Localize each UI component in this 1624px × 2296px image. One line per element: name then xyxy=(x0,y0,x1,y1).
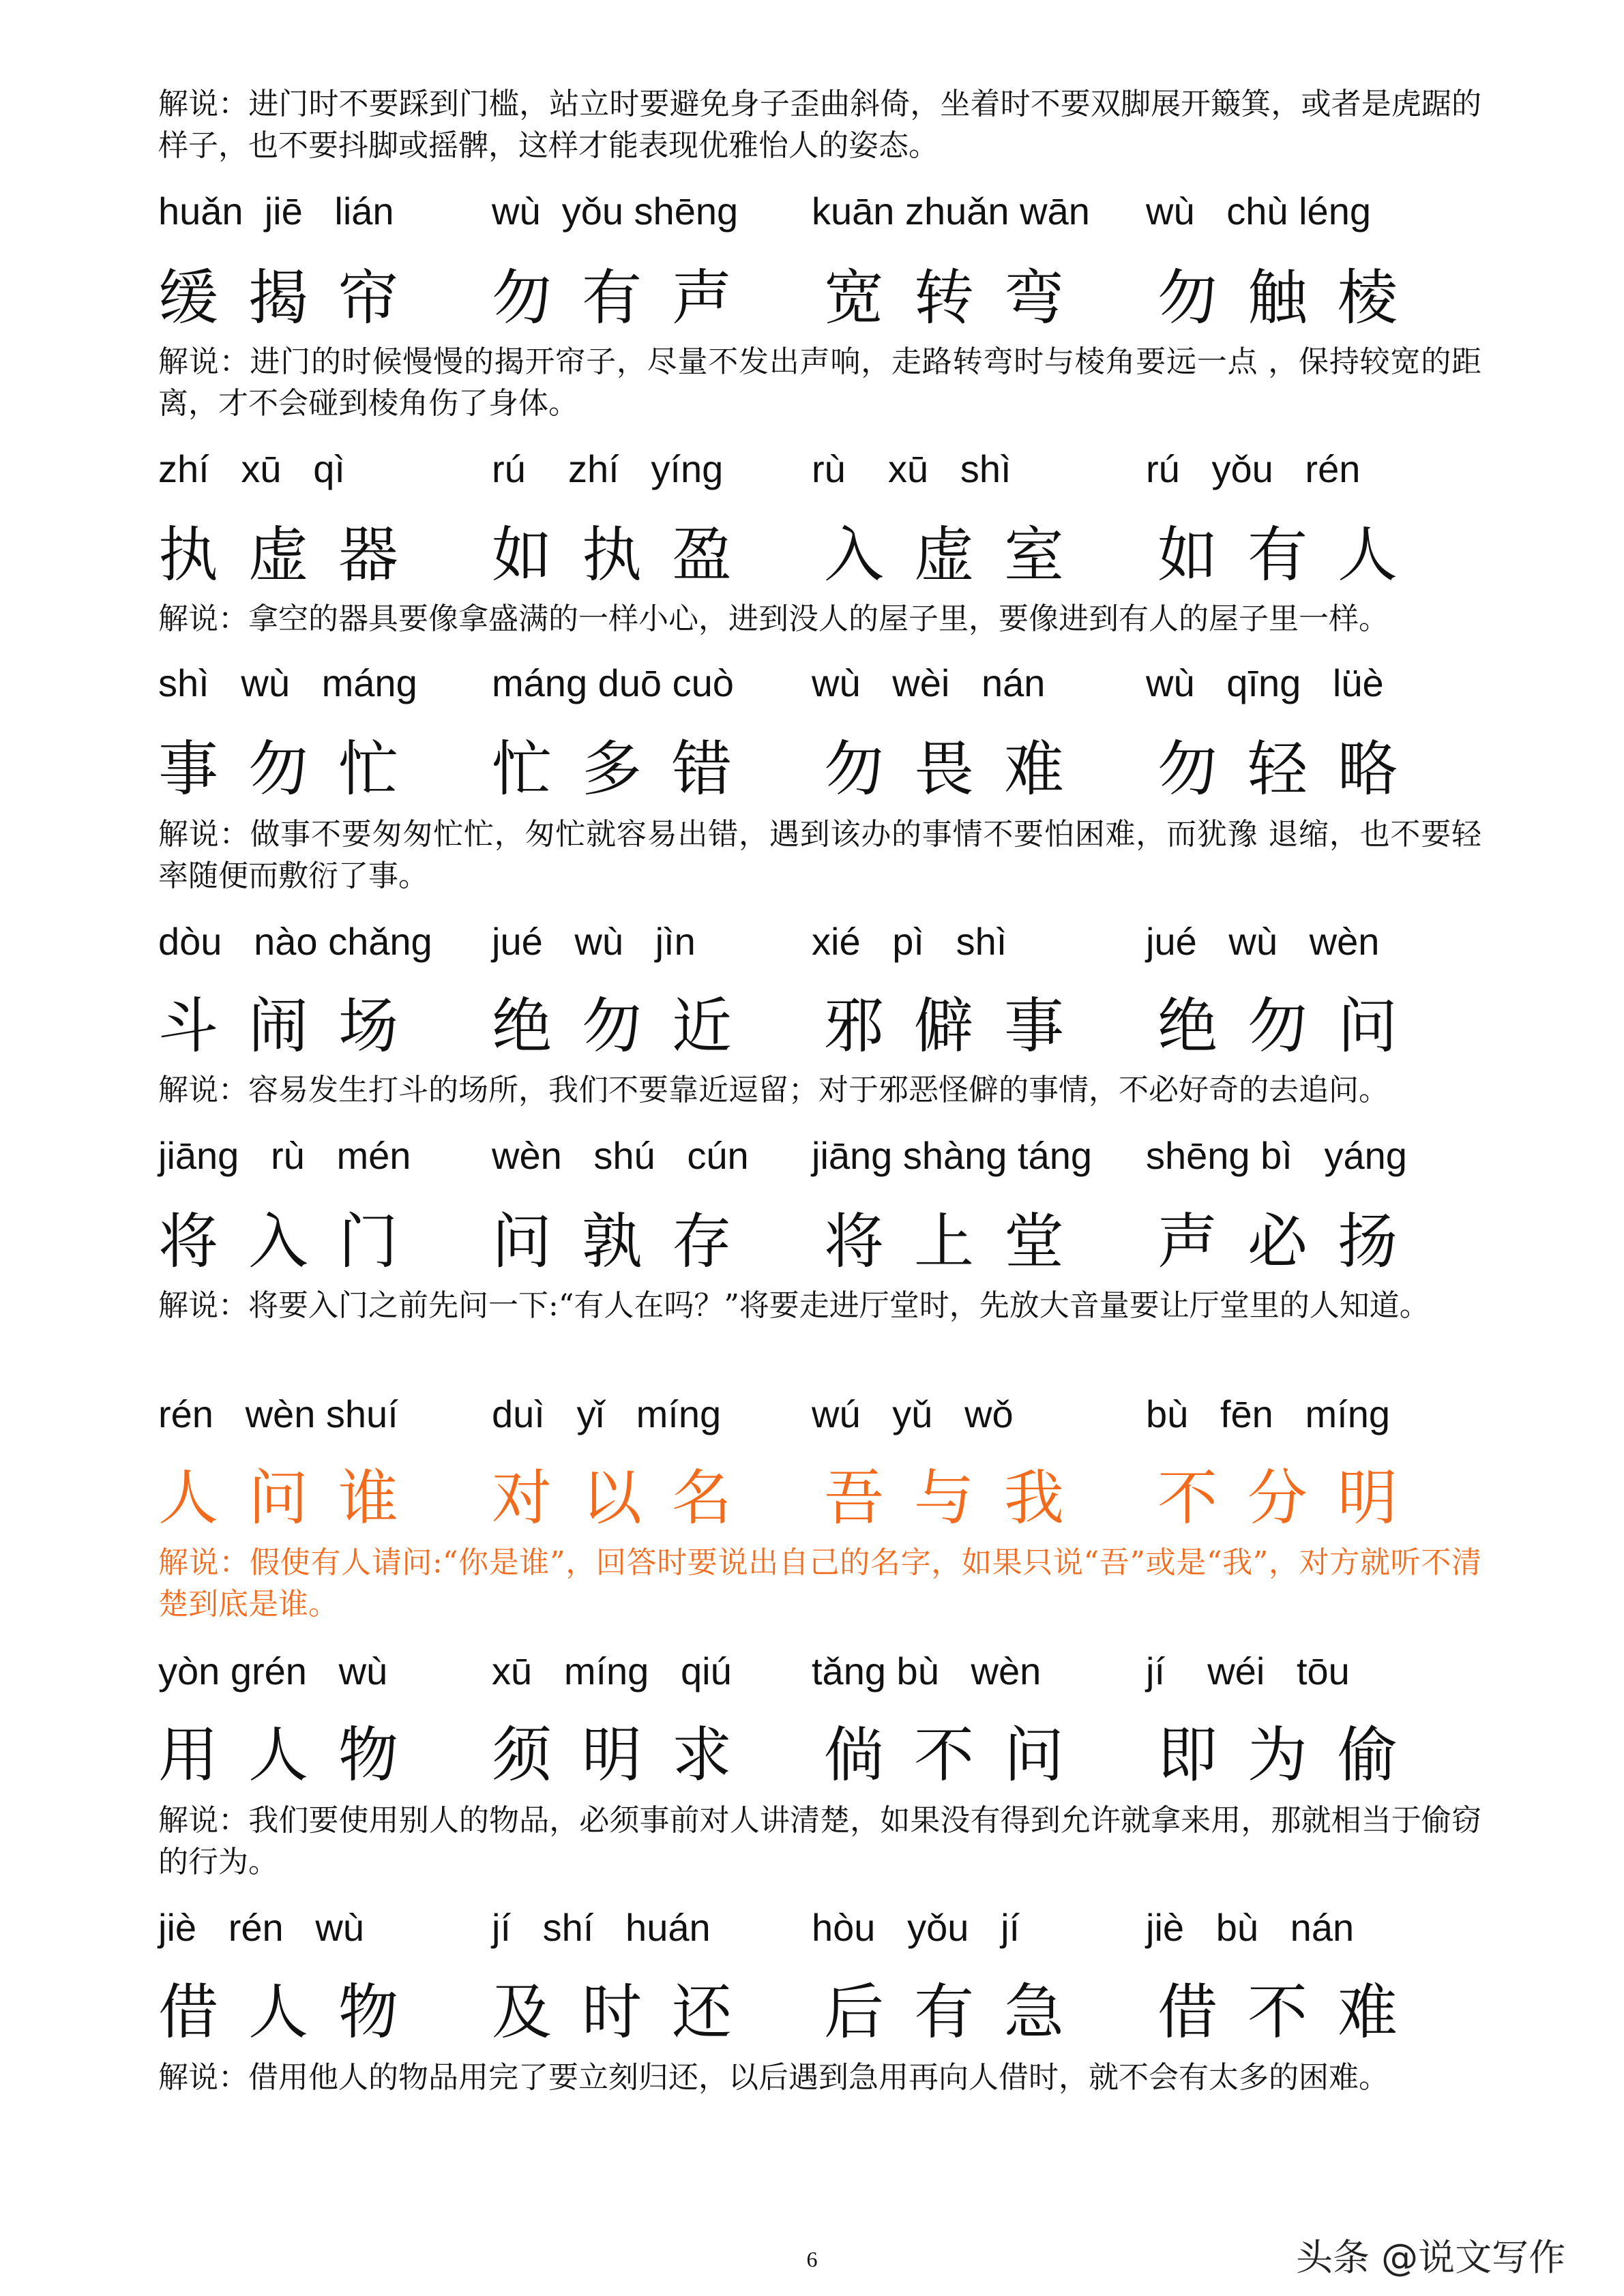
intro-explanation: 解说：进门时不要踩到门槛，站立时要避免身子歪曲斜倚，坐着时不要双脚展开簸箕，或者是虎踞的样子，也不要抖脚或摇髀，这样才能表现优雅怡人的姿态。 xyxy=(158,87,1481,163)
pinyin-phrase: duì yǐ míng xyxy=(492,1392,722,1435)
pinyin-phrase: máng duō cuò xyxy=(492,661,734,704)
hanzi-phrase: 及时还 xyxy=(492,1977,763,2047)
hanzi-phrase: 借人物 xyxy=(158,1977,429,2047)
pinyin-phrase: rén wèn shuí xyxy=(158,1392,398,1435)
pinyin-phrase: wù yǒu shēng xyxy=(492,190,739,233)
watermark: 头条 @说文写作 xyxy=(1296,2236,1566,2279)
hanzi-phrase: 绝勿近 xyxy=(492,991,763,1061)
hanzi-phrase: 勿畏难 xyxy=(824,734,1095,804)
pinyin-phrase: shì wù máng xyxy=(158,661,417,704)
pinyin-phrase: xié pì shì xyxy=(812,920,1007,963)
hanzi-phrase: 借不难 xyxy=(1157,1977,1428,2047)
hanzi-phrase: 斗闹场 xyxy=(158,991,429,1061)
hanzi-phrase: 勿触棱 xyxy=(1157,263,1428,333)
pinyin-phrase: wèn shú cún xyxy=(492,1134,749,1177)
hanzi-phrase: 忙多错 xyxy=(492,734,763,804)
pinyin-phrase: rú yǒu rén xyxy=(1146,447,1361,490)
verse-explanation: 解说：拿空的器具要像拿盛满的一样小心，进到没人的屋子里，要像进到有人的屋子里一样。 xyxy=(158,601,1389,636)
hanzi-phrase: 对以名 xyxy=(492,1463,763,1533)
hanzi-phrase: 人问谁 xyxy=(158,1463,429,1533)
pinyin-phrase: tǎng bù wèn xyxy=(812,1650,1042,1693)
verse-explanation: 解说：将要入门之前先问一下:“有人在吗？”将要走进厅堂时，先放大音量要让厅堂里的人知道。 xyxy=(158,1288,1430,1323)
pinyin-phrase: jiè rén wù xyxy=(158,1906,364,1949)
pinyin-phrase: jué wù jìn xyxy=(492,920,696,963)
hanzi-phrase: 勿轻略 xyxy=(1157,734,1428,804)
pinyin-phrase: xū míng qiú xyxy=(492,1650,732,1693)
pinyin-phrase: kuān zhuǎn wān xyxy=(812,190,1090,233)
hanzi-phrase: 后有急 xyxy=(824,1977,1095,2047)
pinyin-phrase: jiè bù nán xyxy=(1146,1906,1355,1949)
pinyin-phrase: jiāng rù mén xyxy=(158,1134,411,1177)
hanzi-phrase: 如有人 xyxy=(1157,520,1428,590)
pinyin-phrase: jí shí huán xyxy=(492,1906,711,1949)
hanzi-phrase: 入虚室 xyxy=(824,520,1095,590)
pinyin-phrase: shēng bì yáng xyxy=(1146,1134,1407,1177)
pinyin-phrase: jí wéi tōu xyxy=(1146,1650,1350,1693)
pinyin-phrase: rú zhí yíng xyxy=(492,447,724,490)
pinyin-phrase: wù chù léng xyxy=(1146,190,1371,233)
hanzi-phrase: 须明求 xyxy=(492,1720,763,1790)
pinyin-phrase: hòu yǒu jí xyxy=(812,1906,1020,1949)
hanzi-phrase: 勿有声 xyxy=(492,263,763,333)
pinyin-phrase: wù qīng lüè xyxy=(1146,661,1384,704)
hanzi-phrase: 不分明 xyxy=(1157,1463,1428,1533)
pinyin-phrase: zhí xū qì xyxy=(158,447,345,490)
pinyin-phrase: jué wù wèn xyxy=(1146,920,1380,963)
page-number: 6 xyxy=(806,2247,818,2271)
pinyin-phrase: bù fēn míng xyxy=(1146,1392,1390,1435)
hanzi-phrase: 事勿忙 xyxy=(158,734,429,804)
hanzi-phrase: 缓揭帘 xyxy=(158,263,429,333)
hanzi-phrase: 声必扬 xyxy=(1157,1206,1428,1277)
verse-explanation: 解说：容易发生打斗的场所，我们不要靠近逗留；对于邪恶怪僻的事情，不必好奇的去追问。 xyxy=(158,1073,1389,1107)
hanzi-phrase: 将入门 xyxy=(158,1206,429,1277)
verse-explanation: 解说：进门的时候慢慢的揭开帘子，尽量不发出声响，走路转弯时与棱角要远一点 ，保持较宽的距离，才不会碰到棱角伤了身体。 xyxy=(158,344,1481,421)
hanzi-phrase: 吾与我 xyxy=(824,1463,1095,1533)
pinyin-phrase: rù xū shì xyxy=(812,447,1012,490)
hanzi-phrase: 宽转弯 xyxy=(824,263,1095,333)
hanzi-phrase: 问孰存 xyxy=(492,1206,763,1277)
pinyin-phrase: wù wèi nán xyxy=(812,661,1046,704)
hanzi-phrase: 倘不问 xyxy=(824,1720,1095,1790)
pinyin-phrase: huǎn jiē lián xyxy=(158,190,394,233)
verse-explanation: 解说：借用他人的物品用完了要立刻归还，以后遇到急用再向人借时，就不会有太多的困难。 xyxy=(158,2060,1389,2095)
pinyin-phrase: dòu nào chǎng xyxy=(158,920,432,963)
pinyin-phrase: yòn grén wù xyxy=(158,1650,388,1693)
hanzi-phrase: 执虚器 xyxy=(158,520,429,590)
verse-explanation: 解说：做事不要匆匆忙忙，匆忙就容易出错，遇到该办的事情不要怕困难，而犹豫 退缩，也不要轻率随便而敷衍了事。 xyxy=(158,817,1481,893)
hanzi-phrase: 如执盈 xyxy=(492,520,763,590)
hanzi-phrase: 邪僻事 xyxy=(824,991,1095,1061)
verse-explanation: 解说：假使有人请问:“你是谁”，回答时要说出自己的名字，如果只说“吾”或是“我”，对方就听不清楚到底是谁。 xyxy=(158,1545,1481,1622)
pinyin-phrase: wú yǔ wǒ xyxy=(812,1392,1014,1435)
verse-explanation: 解说：我们要使用别人的物品，必须事前对人讲清楚，如果没有得到允许就拿来用，那就相当于偷窃的行为。 xyxy=(158,1803,1481,1879)
hanzi-phrase: 绝勿问 xyxy=(1157,991,1428,1061)
hanzi-phrase: 即为偷 xyxy=(1157,1720,1428,1790)
hanzi-phrase: 将上堂 xyxy=(824,1206,1095,1277)
pinyin-phrase: jiāng shàng táng xyxy=(812,1134,1093,1177)
hanzi-phrase: 用人物 xyxy=(158,1720,429,1790)
